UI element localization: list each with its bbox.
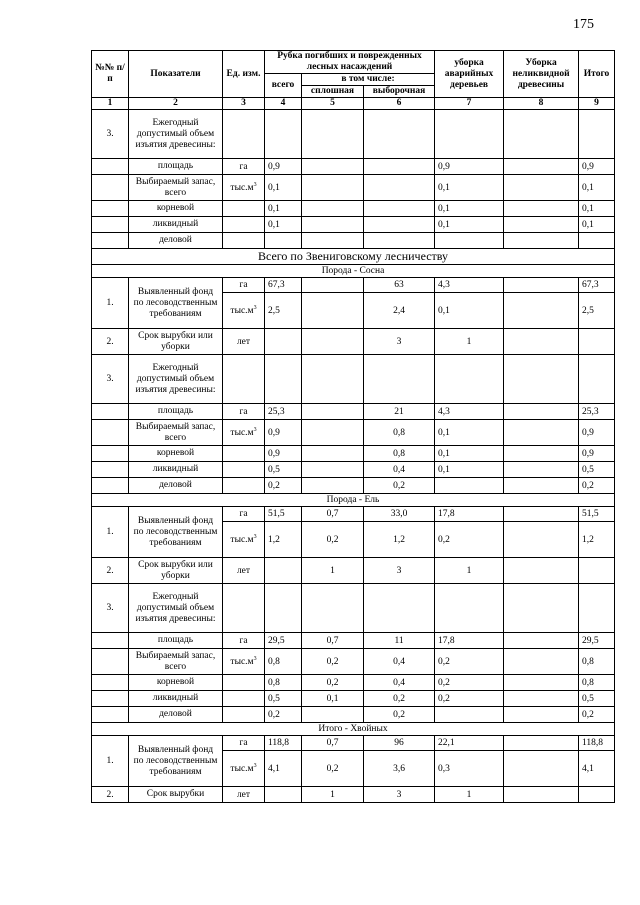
table-row: Выбираемый запас, всего $тыс.м^3$ 0,8 0,2 0,4 0,2 0,8 [92,649,615,675]
section-spruce: Порода - Ель [92,494,615,507]
header-num: №№ п/п [92,51,129,98]
table-row: Выбираемый запас, всего $тыс.м^3$ 0,1 0,1 0,1 [92,175,615,201]
header-total-sub: всего [265,74,302,98]
table-row: 1. Выявленный фонд по лесоводственным требованиям га 118,8 0,7 96 22,1 118,8 [92,736,615,751]
table-row: $тыс.м^3$ 1,2 0,2 1,2 0,2 1,2 [92,522,615,558]
table-row: деловой 0,2 0,2 0,2 [92,478,615,494]
page-number: 175 [573,17,594,32]
table-row: Выбираемый запас, всего $тыс.м^3$ 0,9 0,8 0,1 0,9 [92,420,615,446]
table-row: корневой 0,1 0,1 0,1 [92,201,615,217]
section-total-forestry: Всего по Звениговскому лесничеству [92,249,615,265]
table-row: 2. Срок вырубки лет 1 3 1 [92,787,615,803]
header-selective: выборочная [364,86,435,98]
table-row: 1. Выявленный фонд по лесоводственным требованиям га 51,5 0,7 33,0 17,8 51,5 [92,507,615,522]
table-row: площадь га 25,3 21 4,3 25,3 [92,404,615,420]
column-number-row: 1 2 3 4 5 6 7 8 9 [92,98,615,110]
table-row: 3. Ежегодный допустимый объем изъятия древесины: [92,355,615,404]
table-row: 3. Ежегодный допустимый объем изъятия древесины: [92,584,615,633]
table-row: ликвидный 0,5 0,1 0,2 0,2 0,5 [92,691,615,707]
table-row: деловой [92,233,615,249]
table-row: деловой 0,2 0,2 0,2 [92,707,615,723]
header-incl: в том числе: [302,74,435,86]
table-row: корневой 0,8 0,2 0,4 0,2 0,8 [92,675,615,691]
table-row: 1. Выявленный фонд по лесоводственным требованиям га 67,3 63 4,3 67,3 [92,278,615,293]
header-felling: Рубка погибших и поврежденных лесных насаждений [265,51,435,74]
table-row: корневой 0,9 0,8 0,1 0,9 [92,446,615,462]
header-illiquid: Уборка неликвидной древесины [504,51,579,98]
section-conifers: Итого - Хвойных [92,723,615,736]
table-row: ликвидный 0,1 0,1 0,1 [92,217,615,233]
header-indicator: Показатели [129,51,223,98]
table-row: $тыс.м^3$ 2,5 2,4 0,1 2,5 [92,293,615,329]
header-itogo: Итого [579,51,615,98]
table-row: площадь га 29,5 0,7 11 17,8 29,5 [92,633,615,649]
forest-felling-table [91,50,615,803]
table-row: 2. Срок вырубки или уборки лет 1 3 1 [92,558,615,584]
table-row: ликвидный 0,5 0,4 0,1 0,5 [92,462,615,478]
header-emergency: уборка аварийных деревьев [435,51,504,98]
table-row: 3. Ежегодный допустимый объем изъятия древесины: [92,110,615,159]
table-row: 2. Срок вырубки или уборки лет 3 1 [92,329,615,355]
header-clear: сплошная [302,86,364,98]
section-pine: Порода - Сосна [92,265,615,278]
table-row: $тыс.м^3$ 4,1 0,2 3,6 0,3 4,1 [92,751,615,787]
header-unit: Ед. изм. [223,51,265,98]
table-row: площадь га 0,9 0,9 0,9 [92,159,615,175]
